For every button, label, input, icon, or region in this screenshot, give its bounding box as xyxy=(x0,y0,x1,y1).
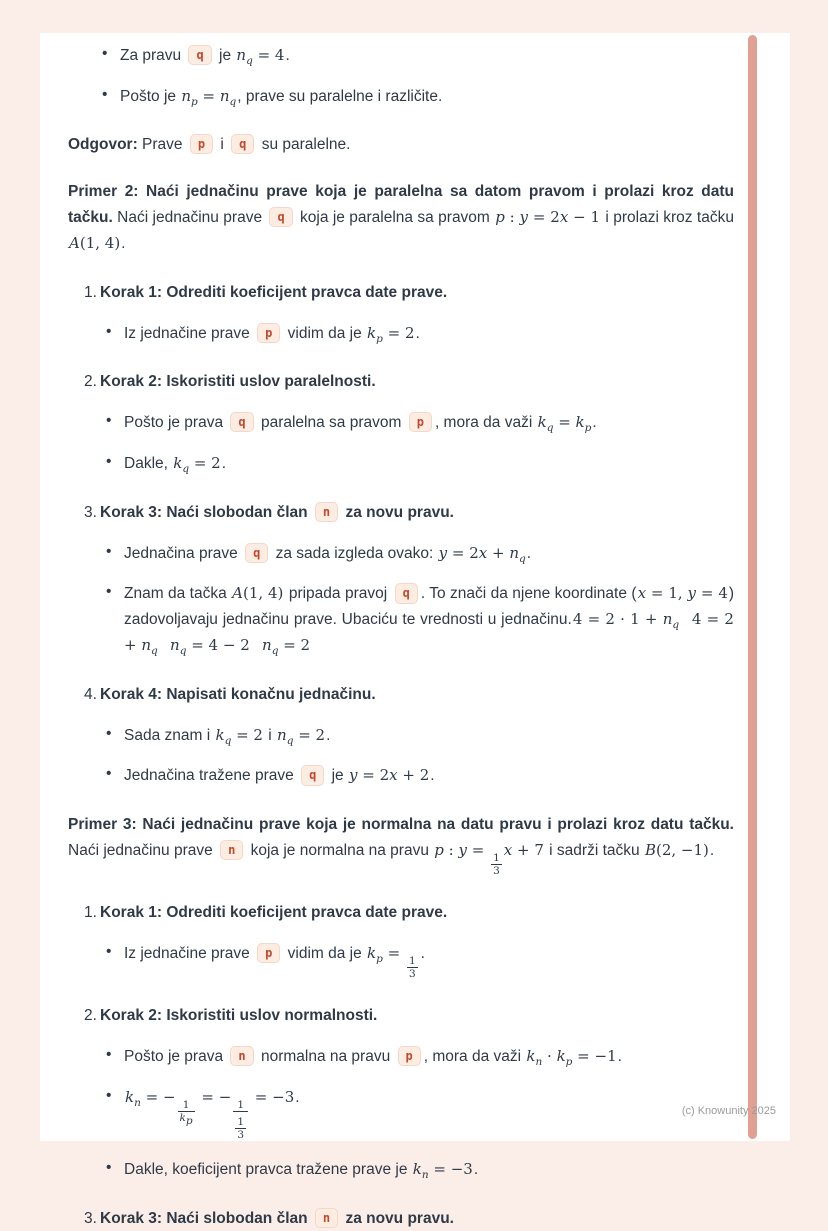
step-list xyxy=(68,281,734,789)
math-subscript: q xyxy=(546,422,554,435)
math-expression xyxy=(638,584,728,602)
text-run: Iz jednačine prave xyxy=(124,944,255,962)
math-token: n xyxy=(141,635,152,654)
bold-text: Korak 1: Odrediti koeficijent pravca date prave. xyxy=(100,904,448,922)
math-token: n xyxy=(277,725,287,744)
math-token: 1 xyxy=(408,954,416,967)
inline-code-badge: q xyxy=(301,765,324,785)
math-expression xyxy=(367,323,415,345)
math-expression xyxy=(367,943,420,980)
math-token: = 2 xyxy=(382,323,415,342)
step-heading xyxy=(100,501,734,526)
inline-code-badge: n xyxy=(220,840,243,860)
math-expression xyxy=(173,453,221,475)
text-run: Pošto je xyxy=(120,87,181,105)
math-token: = 2 xyxy=(293,725,326,744)
bold-text: za novu pravu. xyxy=(341,503,454,521)
page-edge-ribbon xyxy=(748,35,757,1139)
paragraph xyxy=(68,813,734,877)
text-run: , mora da važi xyxy=(434,414,537,432)
text-run: . xyxy=(326,726,331,744)
math-token: x xyxy=(478,543,488,562)
math-token: x xyxy=(503,840,513,859)
text-run: Iz jednačine prave xyxy=(124,324,255,342)
math-token: = 4 − 2 xyxy=(186,635,263,654)
math-token: n xyxy=(170,635,180,654)
math-token: : xyxy=(443,840,459,859)
math-token: = xyxy=(553,413,576,432)
text-run: , prave su paralelne i različite. xyxy=(237,87,443,105)
text-run: . xyxy=(420,944,425,962)
text-run: i xyxy=(216,135,229,153)
fraction-numerator xyxy=(235,1099,246,1111)
math-token: p xyxy=(495,208,505,227)
math-token: n xyxy=(262,635,272,654)
fraction-denominator xyxy=(233,1111,248,1142)
math-expression xyxy=(232,584,283,602)
text-run: normalna na pravu xyxy=(256,1047,395,1065)
step-list xyxy=(68,901,734,1231)
step-item xyxy=(84,281,734,347)
inline-code-badge: n xyxy=(315,502,338,522)
bold-text: za novu pravu. xyxy=(341,1209,454,1227)
math-subscript: n xyxy=(421,1168,429,1181)
paragraph xyxy=(68,180,734,256)
list-item xyxy=(104,941,734,980)
math-token: k xyxy=(537,413,547,432)
inline-code-badge: q xyxy=(188,45,211,65)
inline-code-badge: q xyxy=(395,583,418,603)
text-run: . xyxy=(526,544,532,562)
math-token: y xyxy=(687,584,697,603)
math-expression xyxy=(69,234,120,252)
math-token: A xyxy=(69,233,80,252)
bold-text: Korak 2: Iskoristiti uslov normalnosti. xyxy=(100,1006,378,1024)
list-item xyxy=(104,581,734,658)
paragraph xyxy=(68,133,734,158)
math-fraction xyxy=(407,955,418,980)
math-fraction xyxy=(233,1099,248,1142)
bullet-list xyxy=(104,1044,734,1183)
math-subscript: q xyxy=(271,644,279,657)
bullet-list xyxy=(104,941,734,980)
math-token: = −3 xyxy=(428,1159,473,1178)
list-item xyxy=(104,451,734,477)
list-item xyxy=(104,763,734,789)
list-item xyxy=(100,43,734,69)
text-run: za sada izgleda ovako: xyxy=(271,544,438,562)
step-item xyxy=(84,901,734,980)
math-expression xyxy=(526,1046,617,1068)
bold-text: Korak 3: Naći slobodan član xyxy=(100,1209,312,1227)
math-subscript: p xyxy=(190,95,198,108)
math-token: (2, −1) xyxy=(655,840,709,859)
math-token: 3 xyxy=(237,1128,245,1141)
math-token: = 2 xyxy=(278,635,311,654)
math-fraction xyxy=(491,852,502,877)
inline-code-badge: q xyxy=(269,207,292,227)
text-run: ) zadovoljavaju jednačinu prave. Ubaciću te vrednosti u jednačinu. xyxy=(124,585,735,629)
list-item xyxy=(104,321,734,347)
math-token: + 2 xyxy=(397,766,430,785)
bullet-list xyxy=(104,410,734,477)
text-run: Jednačina tražene prave xyxy=(124,767,299,785)
text-run: Naći jednačinu prave xyxy=(112,209,267,227)
math-token: k xyxy=(179,1111,186,1124)
math-subscript: p xyxy=(185,1114,193,1127)
document-content xyxy=(40,33,790,1231)
math-expression xyxy=(236,46,285,67)
math-token: x xyxy=(389,766,398,785)
math-token: + xyxy=(487,543,510,562)
step-item xyxy=(84,501,734,659)
math-subscript: q xyxy=(224,734,232,747)
inline-code-badge: q xyxy=(230,412,253,432)
math-token: : xyxy=(504,208,520,227)
math-token: 1 xyxy=(182,1098,190,1111)
text-run: Pošto je prava xyxy=(124,1047,228,1065)
text-run: Pošto je prava xyxy=(124,414,228,432)
math-token: 3 xyxy=(493,865,500,877)
math-token: y xyxy=(519,208,529,227)
math-token: x xyxy=(637,584,647,603)
text-run: i prolazi kroz tačku xyxy=(601,209,734,227)
math-token xyxy=(158,636,170,654)
text-run: . xyxy=(221,454,227,472)
text-run: Dakle, xyxy=(124,454,173,472)
text-run: i xyxy=(263,726,277,744)
math-expression xyxy=(438,543,526,565)
bold-text: Korak 4: Napisati konačnu jednačinu. xyxy=(100,685,376,703)
math-token: + 7 xyxy=(512,840,544,859)
math-expression xyxy=(349,766,429,784)
math-subscript: q xyxy=(229,95,237,108)
text-run: Znam da tačka xyxy=(124,585,232,603)
list-item xyxy=(104,410,734,436)
math-expression xyxy=(181,86,237,108)
math-subscript: p xyxy=(376,952,383,965)
math-subscript: q xyxy=(151,644,158,657)
bullet-list xyxy=(104,723,734,790)
bold-text: Korak 3: Naći slobodan član xyxy=(100,503,312,521)
text-run: Jednačina prave xyxy=(124,544,243,562)
text-run: vidim da je xyxy=(283,944,367,962)
math-token: k xyxy=(575,413,585,432)
text-run: i sadrži tačku xyxy=(544,841,644,859)
math-token: = 2 xyxy=(231,725,263,744)
text-run: Prave xyxy=(137,135,187,153)
math-token: · xyxy=(542,1046,557,1065)
text-run: su paralelne. xyxy=(257,135,351,153)
math-expression xyxy=(434,840,544,877)
math-token: (1, 4) xyxy=(79,233,121,252)
math-token: 1 xyxy=(237,1098,245,1111)
text-run: . xyxy=(430,767,435,785)
math-token: k xyxy=(556,1046,566,1065)
step-heading xyxy=(100,370,734,395)
inline-code-badge: p xyxy=(398,1046,421,1066)
math-subscript: q xyxy=(286,734,294,747)
bold-text: Odgovor: xyxy=(68,135,138,153)
math-subscript: q xyxy=(672,619,680,632)
math-expression xyxy=(645,841,709,859)
document-page xyxy=(40,33,790,1227)
fraction-numerator xyxy=(491,852,502,864)
text-run: . xyxy=(121,234,126,252)
math-token: = xyxy=(466,840,490,859)
math-token: = 2 xyxy=(189,453,221,472)
bullet-list xyxy=(104,541,734,659)
list-item xyxy=(104,1085,734,1142)
text-run: . xyxy=(415,324,420,342)
math-token: 4 = 2 + xyxy=(124,610,734,654)
math-token: n xyxy=(219,86,230,105)
bold-text: Primer 2: Naći jednačinu prave koja je paralelna sa datom pravom i prolazi kroz datu tačku. xyxy=(68,183,734,227)
math-token: = xyxy=(382,943,405,962)
math-token: − 1 xyxy=(568,208,601,227)
math-token: k xyxy=(173,453,183,472)
math-token: = − xyxy=(140,1087,176,1106)
math-token: k xyxy=(125,1087,135,1106)
fraction-numerator xyxy=(181,1099,192,1111)
text-run: , mora da važi xyxy=(423,1047,526,1065)
math-token: = 2 xyxy=(357,766,390,785)
step-heading xyxy=(100,1004,734,1029)
math-token: = xyxy=(197,86,220,105)
math-token: 3 xyxy=(408,967,416,980)
math-token: p xyxy=(434,840,444,859)
inline-code-badge: p xyxy=(409,412,432,432)
math-subscript: q xyxy=(519,552,526,565)
text-run: je xyxy=(214,47,236,64)
math-token: k xyxy=(367,943,377,962)
math-token: k xyxy=(526,1046,536,1065)
bold-text: Korak 1: Odrediti koeficijent pravca date prave. xyxy=(100,283,448,301)
step-item xyxy=(84,370,734,476)
math-expression xyxy=(495,208,600,226)
math-subscript: n xyxy=(134,1096,141,1109)
math-expression xyxy=(412,1159,473,1181)
math-token: k xyxy=(412,1159,422,1178)
list-item xyxy=(104,723,734,749)
list-item xyxy=(104,541,734,567)
math-expression xyxy=(277,725,326,747)
math-token: 1 xyxy=(493,851,500,864)
math-token: = − xyxy=(196,1087,232,1106)
text-run: Sada znam i xyxy=(124,726,215,744)
math-token: y xyxy=(438,543,448,562)
text-run: . xyxy=(709,841,715,859)
math-subscript: n xyxy=(535,1055,543,1068)
text-run: koja je paralelna sa pravom xyxy=(295,209,495,227)
math-token: n xyxy=(236,46,247,64)
fraction-denominator xyxy=(235,1128,246,1141)
step-item xyxy=(84,683,734,789)
text-run: . xyxy=(617,1047,622,1065)
math-expression xyxy=(125,1087,295,1141)
math-subscript: p xyxy=(584,422,592,435)
math-token: (1, 4) xyxy=(242,584,284,603)
fraction-denominator xyxy=(491,864,502,877)
math-token: n xyxy=(509,543,519,562)
list-item xyxy=(100,84,734,110)
text-run: . xyxy=(592,414,597,432)
math-token: = 2 xyxy=(447,543,479,562)
text-run: Dakle, koeficijent pravca tražene prave je xyxy=(124,1160,412,1178)
math-token: = 4 xyxy=(252,46,285,64)
text-run: . xyxy=(295,1088,300,1106)
fraction-numerator xyxy=(407,955,418,967)
math-subscript: q xyxy=(182,462,190,475)
step-heading xyxy=(100,281,734,306)
copyright-watermark: (c) Knowunity 2025 xyxy=(681,1105,776,1117)
math-token: 1 xyxy=(237,1115,245,1128)
text-run: Za pravu xyxy=(120,47,186,64)
math-token: y xyxy=(458,840,467,859)
math-token: n xyxy=(181,86,191,105)
inline-code-badge: p xyxy=(257,323,280,343)
text-run: . To znači da njene koordinate ( xyxy=(420,585,637,603)
text-run: je xyxy=(327,767,348,785)
math-expression xyxy=(537,413,592,435)
math-token: n xyxy=(662,610,673,629)
fraction-denominator xyxy=(178,1111,195,1127)
math-token: = −1 xyxy=(572,1046,617,1065)
math-token: B xyxy=(644,840,656,859)
math-subscript: q xyxy=(246,55,253,67)
math-token: y xyxy=(348,766,358,785)
text-run: pripada pravoj xyxy=(284,585,392,603)
math-subscript: q xyxy=(179,644,187,657)
step-heading xyxy=(100,683,734,708)
inline-code-badge: q xyxy=(231,134,254,154)
math-fraction xyxy=(235,1116,246,1141)
bullet-list xyxy=(104,321,734,347)
math-token: k xyxy=(367,323,377,342)
text-run: Naći jednačinu prave xyxy=(68,841,218,859)
text-run: koja je normalna na pravu xyxy=(246,841,434,859)
fraction-numerator xyxy=(235,1116,246,1128)
math-token: k xyxy=(215,725,225,744)
step-heading xyxy=(100,1207,734,1231)
bold-text: Primer 3: Naći jednačinu prave koja je normalna na datu pravu i prolazi kroz datu tačku. xyxy=(68,816,734,834)
text-run: paralelna sa pravom xyxy=(256,414,406,432)
text-run: . xyxy=(285,47,290,64)
math-token: A xyxy=(232,584,243,603)
math-token: = −3 xyxy=(250,1087,295,1106)
math-expression xyxy=(215,725,263,747)
step-item xyxy=(84,1004,734,1183)
math-subscript: p xyxy=(376,332,383,345)
math-token: = 2 xyxy=(528,208,560,227)
step-heading xyxy=(100,901,734,926)
list-item xyxy=(104,1044,734,1070)
inline-code-badge: n xyxy=(230,1046,253,1066)
bullet-list xyxy=(100,43,734,110)
inline-code-badge: q xyxy=(245,543,268,563)
step-item xyxy=(84,1207,734,1231)
fraction-denominator xyxy=(407,967,418,980)
math-subscript: p xyxy=(565,1055,573,1068)
math-token: = 4 xyxy=(696,584,728,603)
bold-text: Korak 2: Iskoristiti uslov paralelnosti. xyxy=(100,373,376,391)
math-token: x xyxy=(559,208,569,227)
math-token: = 1, xyxy=(646,584,688,603)
math-fraction xyxy=(178,1098,195,1127)
inline-code-badge: p xyxy=(190,134,213,154)
text-run: vidim da je xyxy=(283,324,367,342)
list-item xyxy=(104,1157,734,1183)
inline-code-badge: n xyxy=(315,1208,338,1228)
text-run: . xyxy=(473,1160,479,1178)
math-token: 4 = 2 · 1 + xyxy=(572,610,663,629)
inline-code-badge: p xyxy=(257,943,280,963)
